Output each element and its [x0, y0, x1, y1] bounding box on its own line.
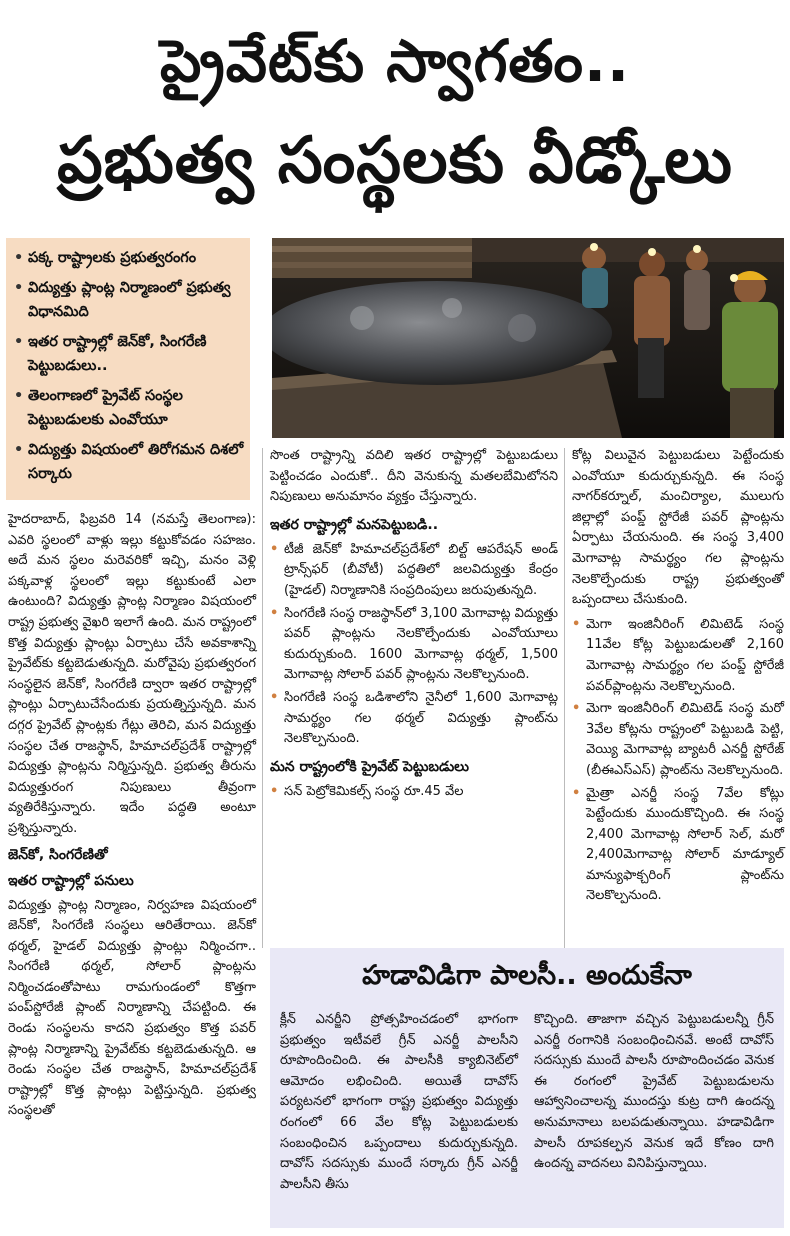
column-divider: [564, 448, 565, 948]
col2-subheading-2: మన రాష్ట్రంలోకి ప్రైవేట్ పెట్టుబడులు: [270, 758, 469, 775]
article-column-1: [8, 510, 256, 1122]
headline-line-2: ప్రభుత్వ సంస్థలకు వీడ్కోలు: [57, 124, 733, 198]
column-divider: [262, 448, 263, 948]
list-item: • మైత్రా ఎనర్జీ సంస్థ 7వేల కోట్లు పెట్టేందుకు ముందుకొచ్చింది. ఈ సంస్థ 2,400 మెగావాట్ల సోలార్ సెల్, మరో 2,400మెగావాట్ల సోలార్ మాడ్యూల్ మాన్యుఫాక్చరింగ్ ప్లాంట్‌ను నెలకొల్పనుంది.: [572, 784, 784, 908]
headline-line-1: ప్రైవేట్‌కు స్వాగతం..: [159, 27, 631, 95]
col1-paragraph-1: హైదరాబాద్, ఫిబ్రవరి 14 (నమస్తే తెలంగాణ): ఎవరి స్థలంలో వాళ్లు ఇల్లు కట్టుకోవడం సహజం. అదే మన స్థలం మరెవరికో ఇచ్చి, మనం వెళ్లి పక్కవాళ్ల స్థలంలో ఇల్లు కట్టుకుంటే ఎలా ఉంటుంది? విద్యుత్తు ప్లాంట్ల నిర్మాణం విషయంలో రాష్ట్ర ప్రభుత్వ వైఖరి ఇలాగే ఉంది. మన రాష్ట్రంలో కొత్త విద్యుత్తు ప్లాంట్లు ఏర్పాటు చేసే అవకాశాన్ని ప్రైవేట్‌కు కట్టబెడుతున్నది. మరోవైపు ప్రభుత్వరంగ సంస్థలైన జెన్‌కో, సింగరేణి ద్వారా ఇతర రాష్ట్రాల్లో ప్లాంట్లు ఏర్పాటుచేసేందుకు ప్రయత్నిస్తున్నది. మన దగ్గర ప్రైవేట్ ప్లాంట్లకు గేట్లు తెరిచి, మన విద్యుత్తు సంస్థల చేత రాజస్థాన్, హిమాచల్‌ప్రదేశ్ రాష్ట్రాల్లో విద్యుత్తు ప్లాంట్లను నిర్మిస్తున్నది. ప్రభుత్వ తీరును విద్యుత్తురంగ నిపుణులు తీవ్రంగా వ్యతిరేకిస్తున్నారు. ఇదేం పద్ధతి అంటూ ప్రశ్నిస్తున్నారు.: [8, 512, 256, 836]
list-item: • మెగా ఇంజినీరింగ్ లిమిటెడ్ సంస్థ మరో 3వేల కోట్లను రాష్ట్రంలో పెట్టుబడి పెట్టి, వెయ్యి మెగావాట్ల బ్యాటరీ ఎనర్జీ స్టోరేజ్ (బీఈఎస్‌ఎస్) ప్లాంట్‌ను నెలకొల్పనుంది.: [572, 699, 784, 781]
list-item: • సింగరేణి సంస్థ ఒడిశాలోని నైనీలో 1,600 మెగావాట్ల సామర్థ్యం గల థర్మల్ విద్యుత్తు ప్లాంట్‌ను నెలకొల్పనుంది.: [270, 688, 558, 750]
col2-list: [270, 540, 558, 750]
list-item: • సన్ పెట్రోకెమికల్స్ సంస్థ రూ.45 వేల: [270, 782, 558, 803]
col2-subheading-1: ఇతర రాష్ట్రాల్లో మనపెట్టుబడి..: [270, 516, 439, 533]
coal-miners-photo: [272, 238, 784, 438]
highlight-item: • విద్యుత్తు ప్లాంట్ల నిర్మాణంలో ప్రభుత్వ విధానమిది: [12, 276, 244, 324]
coal-miners-illustration: [272, 238, 784, 438]
highlights-list: [12, 246, 244, 486]
list-item: • మెగా ఇంజినీరింగ్ లిమిటెడ్ సంస్థ 11వేల కోట్ల పెట్టుబడులతో 2,160 మెగావాట్ల సామర్థ్యం గల పంప్డ్ స్టోరేజీ పవర్‌ప్లాంట్లను నెలకొల్పనుంది.: [572, 615, 784, 697]
policy-title: హడావిడిగా పాలసీ.. అందుకేనా: [362, 960, 692, 991]
policy-right-text: కొచ్చింది. తాజాగా వచ్చిన పెట్టుబడులన్నీ గ్రీన్ ఎనర్జీ రంగానికి సంబంధించినవే. అంటే దావోస్ సదస్సుకు ముందే పాలసీ రూపొందించడం వెనుక ఈ రంగంలో ప్రైవేట్ పెట్టుబడులను ఆహ్వానించాలన్న ముందస్తు కుట్ర దాగి ఉందన్న అనుమానాలు బలపడుతున్నాయి. హడావిడిగా పాలసీ రూపకల్పన వెనుక ఇదే కోణం దాగి ఉందన్న వాదనలు వినిపిస్తున్నాయి.: [534, 1012, 774, 1172]
highlight-item: • విద్యుత్తు విషయంలో తిరోగమన దిశలో సర్కారు: [12, 438, 244, 486]
col2-list-2: [270, 782, 558, 803]
highlights-box: [6, 238, 250, 500]
highlight-item: • ఇతర రాష్ట్రాల్లో జెన్‌కో, సింగరేణి పెట్టుబడులు..: [12, 330, 244, 378]
list-item: • టీజీ జెన్‌కో హిమాచల్‌ప్రదేశ్‌లో బిల్ట్ ఆపరేషన్ అండ్ ట్రాన్స్‌ఫర్ (బీవోటీ) పద్ధతిలో జలవిద్యుత్తు కేంద్రం (హైడల్) నిర్మాణానికి సంప్రదింపులు జరుపుతున్నది.: [270, 540, 558, 602]
article-column-3: [572, 446, 784, 909]
col3-paragraph-1: కోట్ల విలువైన పెట్టుబడులు పెట్టేందుకు ఎంవోయూ కుదుర్చుకున్నది. ఈ సంస్థ నాగర్‌కర్నూల్, మంచిర్యాల, ములుగు జిల్లాల్లో పంప్డ్ స్టోరేజీ పవర్ ప్లాంట్లను ఏర్పాటు చేయనుంది. ఈ సంస్థ 3,400 మెగావాట్ల సామర్థ్యం గల ప్లాంట్లను నెలకొల్పేందుకు రాష్ట్ర ప్రభుత్వంతో ఒప్పందాలు చేసుకుంది.: [572, 448, 784, 608]
highlight-item: • పక్క రాష్ట్రాలకు ప్రభుత్వరంగం: [12, 246, 244, 270]
policy-box: [270, 948, 784, 1228]
list-item: • సింగరేణి సంస్థ రాజస్థాన్‌లో 3,100 మెగావాట్ల విద్యుత్తు పవర్ ప్లాంట్లను నెలకొల్పేందుకు ఎంవోయూలు కుదుర్చుకుంది. 1600 మెగావాట్ల థర్మల్, 1,500 మెగావాట్ల సోలార్ పవర్ ప్లాంట్లను నెలకొల్పనుంది.: [270, 604, 558, 686]
highlight-item: • తెలంగాణలో ప్రైవేట్ సంస్థల పెట్టుబడులకు ఎంవోయూ: [12, 384, 244, 432]
policy-left-text: క్లీన్ ఎనర్జీని ప్రోత్సహించడంలో భాగంగా ప్రభుత్వం ఇటీవలే గ్రీన్ ఎనర్జీ పాలసీని రూపొందించింది. ఈ పాలసీకి క్యాబినెట్‌లో ఆమోదం లభించింది. అయితే దావోస్ పర్యటనలో భాగంగా రాష్ట్ర ప్రభుత్వం విద్యుత్తు రంగంలో 66 వేల కోట్ల పెట్టుబడులకు సంబంధించిన ఒప్పందాలు కుదుర్చుకున్నది. దావోస్ సదస్సుకు ముందే సర్కారు గ్రీన్ ఎనర్జీ పాలసీని తీసు: [280, 1012, 518, 1192]
article-column-2: [270, 446, 558, 804]
col3-list: [572, 615, 784, 907]
col2-paragraph-1: సొంత రాష్ట్రాన్ని వదిలి ఇతర రాష్ట్రాల్లో పెట్టుబడులు పెట్టించడం ఎందుకో.. దీని వెనుకున్న మతలబేమిటోనని నిపుణులు అనుమానం వ్యక్తం చేస్తున్నారు.: [270, 448, 558, 505]
col1-subheading-2: ఇతర రాష్ట్రాల్లో పనులు: [8, 872, 134, 889]
col1-paragraph-2: విద్యుత్తు ప్లాంట్ల నిర్మాణం, నిర్వహణ విషయంలో జెన్‌కో, సింగరేణి సంస్థలు ఆరితేరాయి. జెన్‌కో థర్మల్, హైడల్ విద్యుత్తు ప్లాంట్లు నిర్మించగా.. సింగరేణి థర్మల్, సోలార్ ప్లాంట్లను నిర్మించడంతోపాటు రామగుండంలో కొత్తగా పంప్‌స్టోరేజీ ప్లాంట్ నిర్మాణాన్ని చేపట్టింది. ఈ రెండు సంస్థలను కాదని ప్రభుత్వం కొత్త పవర్ ప్లాంట్ల నిర్మాణాన్ని ప్రైవేట్‌కు కట్టబెడుతున్నది. ఆ రెండు సంస్థల చేత రాజస్థాన్, హిమాచల్‌ప్రదేశ్ రాష్ట్రాల్లో కొత్త ప్లాంట్లు పెట్టిస్తున్నది. ప్రభుత్వ సంస్థలతో: [8, 897, 256, 1119]
col1-subheading-1: జెన్‌కో, సింగరేణితో: [8, 846, 108, 863]
